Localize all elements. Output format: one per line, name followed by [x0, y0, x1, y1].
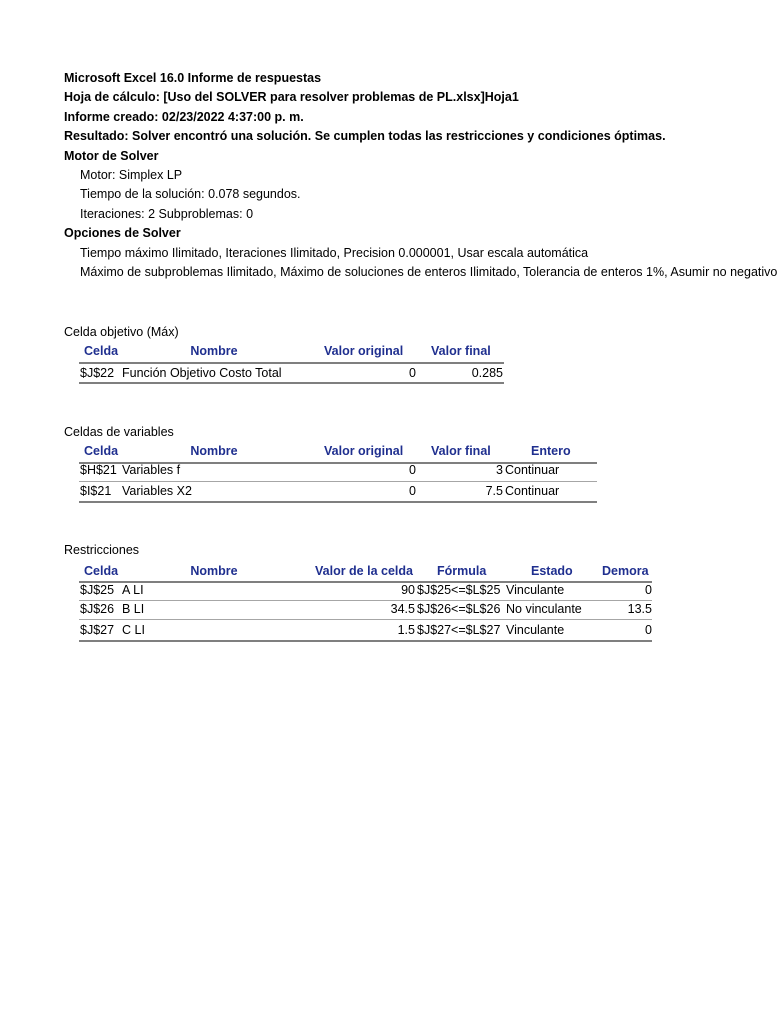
constraint-value: 1.5 [397, 623, 415, 637]
objective-final: 0.285 [471, 366, 503, 380]
constraints-bottom-rule [79, 640, 652, 642]
variables-col-cell: Celda [84, 444, 119, 458]
objective-col-final: Valor final [431, 344, 491, 358]
objective-col-cell: Celda [84, 344, 119, 358]
objective-name: Función Objetivo Costo Total [122, 366, 282, 380]
constraints-col-value: Valor de la celda [315, 564, 413, 578]
constraint-formula: $J$27<=$L$27 [417, 623, 501, 637]
constraints-row-rule [79, 619, 652, 620]
created-line: Informe creado: 02/23/2022 4:37:00 p. m. [64, 110, 304, 124]
constraint-cell-ref: $J$25 [80, 583, 115, 597]
variables-col-final: Valor final [431, 444, 491, 458]
engine-line: Motor: Simplex LP [80, 168, 183, 182]
variable-name: Variables X2 [122, 484, 192, 498]
variable-final: 3 [496, 463, 503, 477]
constraint-formula: $J$26<=$L$26 [417, 602, 501, 616]
report-title: Microsoft Excel 16.0 Informe de respuestas [64, 71, 322, 85]
constraint-name: A LI [122, 583, 144, 597]
result-line: Resultado: Solver encontró una solución. Se cumplen todas las restricciones y condiciones óptimas. [64, 129, 666, 143]
variables-bottom-rule [79, 501, 597, 503]
variable-final: 7.5 [485, 484, 503, 498]
solution-time-line: Tiempo de la solución: 0.078 segundos. [80, 187, 301, 201]
objective-original: 0 [409, 366, 416, 380]
worksheet-line: Hoja de cálculo: [Uso del SOLVER para resolver problemas de PL.xlsx]Hoja1 [64, 90, 519, 104]
constraint-status: No vinculante [506, 602, 582, 616]
objective-header-rule [79, 362, 504, 364]
variable-cell-ref: $H$21 [80, 463, 117, 477]
constraints-col-status: Estado [531, 564, 573, 578]
objective-section-title: Celda objetivo (Máx) [64, 325, 179, 339]
options-line-2: Máximo de subproblemas Ilimitado, Máximo de soluciones de enteros Ilimitado, Tolerancia de enteros 1%, Asumir no negativo [80, 265, 777, 279]
constraint-slack: 0 [645, 623, 652, 637]
variable-integer: Continuar [505, 463, 560, 477]
constraints-row-rule [79, 600, 652, 601]
constraint-status: Vinculante [506, 623, 565, 637]
solver-options-heading: Opciones de Solver [64, 226, 181, 240]
objective-cell-ref: $J$22 [80, 366, 115, 380]
constraint-status: Vinculante [506, 583, 565, 597]
constraint-name: C LI [122, 623, 145, 637]
constraints-col-cell: Celda [84, 564, 119, 578]
constraint-value: 90 [401, 583, 415, 597]
variables-row-rule [79, 481, 597, 482]
constraints-col-name: Nombre [190, 564, 238, 578]
variables-col-original: Valor original [324, 444, 404, 458]
constraint-slack: 0 [645, 583, 652, 597]
objective-col-name: Nombre [190, 344, 238, 358]
objective-bottom-rule [79, 382, 504, 384]
constraints-section-title: Restricciones [64, 543, 140, 557]
variables-col-name: Nombre [190, 444, 238, 458]
variable-original: 0 [409, 484, 416, 498]
constraint-formula: $J$25<=$L$25 [417, 583, 501, 597]
variable-original: 0 [409, 463, 416, 477]
constraint-cell-ref: $J$27 [80, 623, 115, 637]
variables-section-title: Celdas de variables [64, 425, 174, 439]
objective-col-original: Valor original [324, 344, 404, 358]
iterations-line: Iteraciones: 2 Subproblemas: 0 [80, 207, 254, 221]
constraints-col-slack: Demora [602, 564, 649, 578]
variable-integer: Continuar [505, 484, 560, 498]
solver-engine-heading: Motor de Solver [64, 149, 159, 163]
variable-name: Variables f [122, 463, 181, 477]
constraint-slack: 13.5 [627, 602, 652, 616]
constraints-col-formula: Fórmula [437, 564, 487, 578]
constraint-value: 34.5 [390, 602, 415, 616]
variable-cell-ref: $I$21 [80, 484, 112, 498]
constraint-cell-ref: $J$26 [80, 602, 115, 616]
variables-col-integer: Entero [531, 444, 571, 458]
constraint-name: B LI [122, 602, 145, 616]
options-line-1: Tiempo máximo Ilimitado, Iteraciones Ilimitado, Precision 0.000001, Usar escala automática [80, 246, 589, 260]
